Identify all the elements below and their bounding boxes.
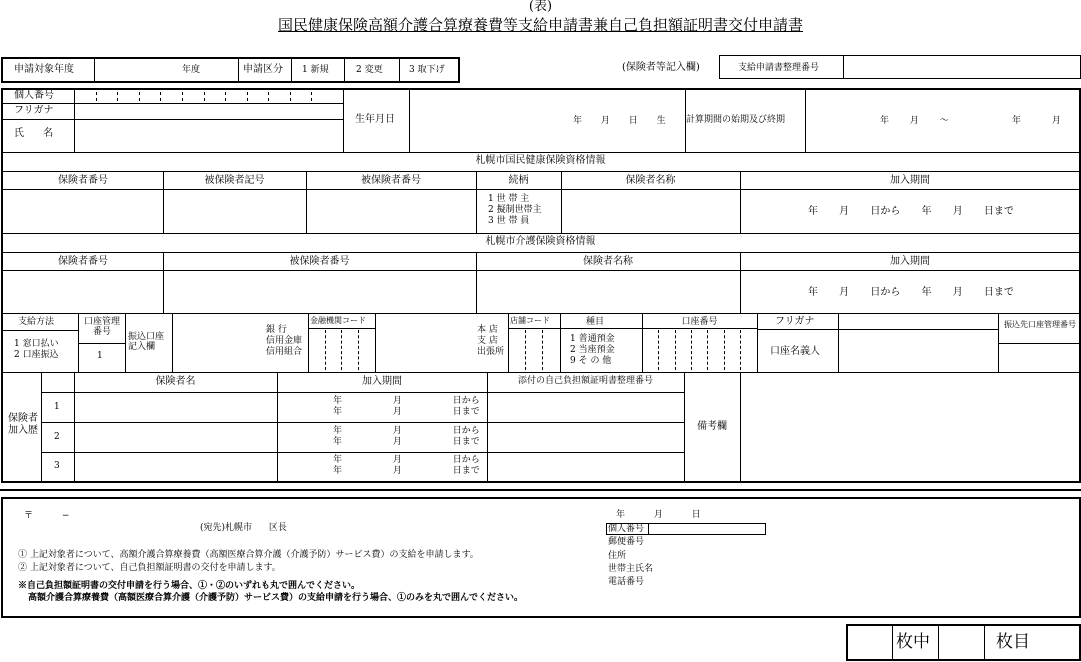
- bank-type-shinkin[interactable]: 信用金庫: [266, 336, 303, 346]
- period-start-field[interactable]: 年 月 〜: [880, 116, 949, 126]
- addressee: (宛先)札幌市 区長: [200, 523, 287, 533]
- nhi-period-field[interactable]: 年 月 日から 年 月 日まで: [808, 206, 1014, 217]
- branch-type-office[interactable]: 出張所: [477, 347, 505, 357]
- app-number-input[interactable]: [850, 58, 1076, 76]
- remarks-label: 備考欄: [697, 421, 727, 432]
- applicant-address-label: 住所: [608, 551, 627, 561]
- branch-type-main[interactable]: 本 店: [477, 325, 498, 335]
- app-number-label: 支給申請書整理番号: [738, 63, 820, 73]
- care-period-field[interactable]: 年 月 日から 年 月 日まで: [808, 287, 1014, 298]
- relation-pseudo-head[interactable]: 2 擬制世帯主: [488, 205, 542, 215]
- relation-member[interactable]: 3 世 帯 員: [488, 216, 530, 226]
- statement-1[interactable]: ① 上記対象者について、高額介護合算療養費（高額医療合算介護（介護予防）サービス費）の支給を申請します。: [18, 550, 479, 560]
- holder-label: 口座名義人: [770, 346, 820, 357]
- page-counter-of: 枚中: [896, 632, 930, 652]
- nhi-header-insured-no: 被保険者番号: [361, 175, 421, 186]
- page-side-label: (表): [528, 0, 553, 14]
- insurer-field-label: (保険者等記入欄): [622, 62, 700, 73]
- category-label: 申請区分: [243, 64, 283, 75]
- postal-mark: 〒 −: [24, 511, 70, 521]
- history-row-from[interactable]: 年 月 日から: [333, 455, 480, 465]
- nhi-header-insurer-name: 保険者名称: [625, 175, 676, 186]
- holder-furigana-label: フリガナ: [775, 316, 815, 327]
- account-mgmt-label: 口座管理番号: [83, 317, 120, 338]
- history-row-from[interactable]: 年 月 日から: [333, 396, 480, 406]
- birth-date-field[interactable]: 年 月 日 生: [573, 116, 666, 126]
- category-new[interactable]: 1 新規: [302, 65, 329, 75]
- branch-code-label: 店舗コード: [510, 316, 550, 325]
- name-input[interactable]: [80, 122, 340, 150]
- nhi-header-relation: 続柄: [508, 175, 529, 186]
- target-year-label: 申請対象年度: [14, 64, 74, 75]
- category-withdraw[interactable]: 3 取下げ: [409, 65, 445, 75]
- nhi-header-symbol: 被保険者記号: [204, 175, 265, 186]
- applicant-date[interactable]: 年 月 日: [616, 510, 701, 520]
- history-row-to[interactable]: 年 月 日まで: [333, 407, 480, 417]
- history-col-name: 保険者名: [155, 376, 196, 387]
- furigana-label: フリガナ: [14, 105, 54, 116]
- statement-2[interactable]: ② 上記対象者について、自己負担額証明書の交付を申請します。: [18, 563, 281, 573]
- period-label: 計算期間の始期及び終期: [686, 115, 786, 125]
- applicant-head-name-label: 世帯主氏名: [608, 564, 654, 574]
- history-row-from[interactable]: 年 月 日から: [333, 426, 480, 436]
- care-header-insurer-no: 保険者番号: [58, 256, 108, 267]
- kind-ordinary[interactable]: 1 普通預金: [570, 334, 615, 344]
- bank-type-bank[interactable]: 銀 行: [266, 325, 287, 335]
- nhi-header-insurer-no: 保険者番号: [58, 175, 108, 186]
- history-row-to[interactable]: 年 月 日まで: [333, 437, 480, 447]
- history-row-no: 3: [54, 461, 60, 471]
- name-label: 氏 名: [14, 128, 62, 139]
- method-window[interactable]: 1 窓口払い: [14, 339, 59, 349]
- period-end-field[interactable]: 年 月: [1012, 116, 1061, 126]
- note-2: 高額介護合算療養費（高額医療合算介護（介護予防）サービス費）の支給申請を行う場合、①のみを丸で囲んでください。: [28, 593, 524, 603]
- kind-other[interactable]: 9 そ の 他: [570, 356, 612, 366]
- kind-current[interactable]: 2 当座預金: [570, 345, 615, 355]
- dest-mgmt-label: 振込先口座管理番号: [1004, 320, 1076, 329]
- history-col-period: 加入期間: [362, 376, 402, 387]
- history-title: 保険者加入歴: [8, 413, 38, 436]
- bank-code-label: 金融機関コード: [310, 316, 366, 325]
- page-counter-sheet: 枚目: [996, 632, 1030, 652]
- furigana-input[interactable]: [80, 106, 340, 118]
- page-counter: [846, 624, 1081, 661]
- holder-input[interactable]: [842, 332, 994, 368]
- history-col-cert: 添付の自己負担額証明書整理番号: [517, 376, 653, 386]
- payment-method-label: 支給方法: [18, 317, 55, 327]
- remarks-input[interactable]: [744, 376, 1076, 478]
- nhi-section-title: 札幌市国民健康保険資格情報: [475, 155, 606, 166]
- account-mgmt-value[interactable]: 1: [97, 351, 103, 361]
- relation-head[interactable]: 1 世 帯 主: [488, 194, 530, 204]
- applicant-individual-number-label: 個人番号: [608, 524, 645, 534]
- birth-label: 生年月日: [355, 114, 395, 125]
- care-header-insured-no: 被保険者番号: [289, 256, 350, 267]
- bank-type-kumiai[interactable]: 信用組合: [266, 347, 303, 357]
- applicant-postal-label: 郵便番号: [608, 537, 645, 547]
- care-header-period: 加入期間: [890, 256, 930, 267]
- year-unit: 年度: [182, 65, 201, 75]
- method-transfer[interactable]: 2 口座振込: [14, 350, 59, 360]
- care-section-title: 札幌市介護保険資格情報: [485, 236, 596, 247]
- kind-label: 種目: [586, 317, 605, 327]
- applicant-phone-label: 電話番号: [608, 577, 645, 587]
- note-1: ※自己負担額証明書の交付申請を行う場合、①・②のいずれも丸で囲んでください。: [18, 581, 361, 591]
- individual-number-label: 個人番号: [14, 90, 54, 101]
- account-no-label: 口座番号: [681, 317, 718, 327]
- history-row-no: 2: [54, 432, 60, 442]
- history-row-to[interactable]: 年 月 日まで: [333, 466, 480, 476]
- transfer-field-label: 振込口座記入欄: [128, 332, 165, 353]
- branch-type-branch[interactable]: 支 店: [477, 336, 498, 346]
- nhi-header-period: 加入期間: [890, 175, 930, 186]
- category-change[interactable]: 2 変更: [356, 65, 383, 75]
- care-header-insurer-name: 保険者名称: [583, 256, 633, 267]
- history-row-no: 1: [54, 402, 60, 412]
- form-title: 国民健康保険高額介護合算療養費等支給申請書兼自己負担額証明書交付申請書: [277, 16, 803, 34]
